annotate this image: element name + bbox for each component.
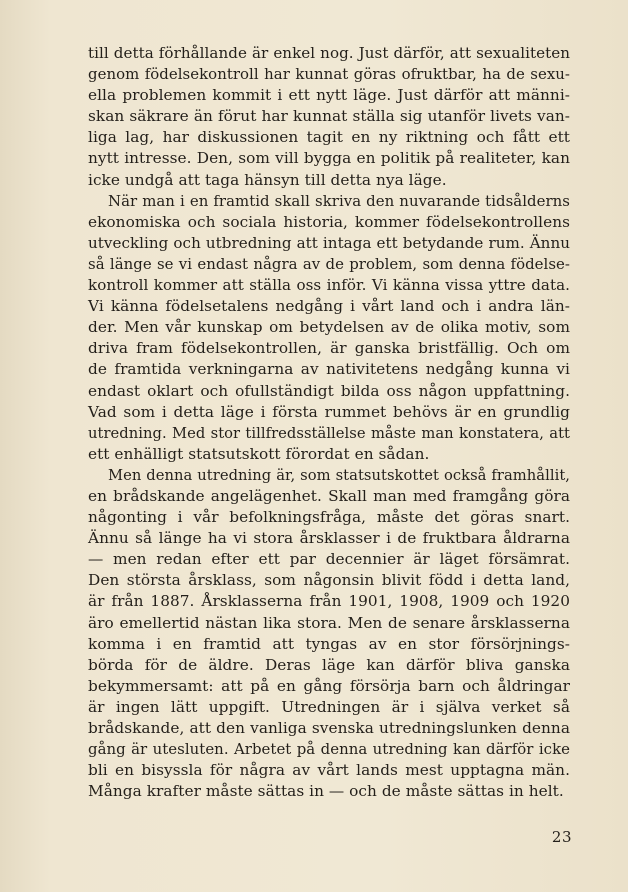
text-line: Den största årsklass, som någonsin blivit född i detta land, (88, 571, 570, 590)
text-line: Ännu så länge ha vi stora årsklasser i de fruktbara åldrarna (88, 529, 570, 548)
text-line: de framtida verkningarna av nativitetens nedgång kunna vi (88, 360, 570, 379)
text-line: Vi känna födelsetalens nedgång i vårt land och i andra län- (88, 297, 570, 316)
text-line: någonting i vår befolkningsfråga, måste det göras snart. (88, 508, 570, 527)
text-line: Vad som i detta läge i första rummet behövs är en grundlig (88, 402, 570, 421)
text-line: utredning. Med stor tillfredsställelse måste man konstatera, att (88, 424, 570, 442)
text-line: endast oklart och ofullständigt bilda oss någon uppfattning. (88, 381, 570, 400)
text-line: till detta förhållande är enkel nog. Just därför, att sexualiteten (88, 44, 570, 62)
text-line: komma i en framtid att tyngas av en stor försörjnings- (88, 634, 570, 653)
text-line: börda för de äldre. Deras läge kan därför bliva ganska (88, 655, 570, 674)
text-line: en brådskande angelägenhet. Skall man med framgång göra (88, 486, 570, 505)
text-line: — men redan efter ett par decennier är läget försämrat. (88, 550, 570, 569)
text-line: brådskande, att den vanliga svenska utredningslunken denna (88, 719, 570, 737)
text-line: nytt intresse. Den, som vill bygga en politik på realiteter, kan (88, 149, 570, 168)
text-line: gång är utesluten. Arbetet på denna utredning kan därför icke (88, 740, 570, 759)
text-line: ett enhälligt statsutskott förordat en sådan. (88, 444, 430, 463)
text-line: bli en bisyssla för några av vårt lands mest upptagna män. (88, 761, 570, 780)
text-line: Många krafter måste sättas in — och de måste sättas in helt. (88, 782, 564, 801)
text-line: icke undgå att taga hänsyn till detta nya läge. (88, 170, 447, 189)
text-line: äro emellertid nästan lika stora. Men de senare årsklasserna (88, 613, 570, 632)
body-text (88, 43, 570, 802)
text-line: utveckling och utbredning att intaga ett betydande rum. Ännu (88, 233, 570, 252)
text-line: ekonomiska och sociala historia, kommer födelsekontrollens (88, 212, 570, 231)
text-line: är från 1887. Årsklasserna från 1901, 1908, 1909 och 1920 (88, 592, 570, 611)
text-line: bekymmersamt: att på en gång försörja barn och åldringar (88, 676, 570, 695)
text-line: ella problemen kommit i ett nytt läge. Just därför att männi- (88, 86, 570, 105)
paragraph-start-line: Men denna utredning är, som statsutskottet också framhållit, (108, 466, 570, 484)
text-line: genom födelsekontroll har kunnat göras ofruktbar, ha de sexu- (88, 65, 570, 84)
text-line: kontroll kommer att ställa oss inför. Vi känna vissa yttre data. (88, 276, 570, 295)
text-line: skan säkrare än förut har kunnat ställa sig utanför livets van- (88, 107, 570, 126)
page-number: 23 (551, 828, 572, 846)
text-line: liga lag, har diskussionen tagit en ny riktning och fått ett (88, 128, 570, 147)
text-line: så länge se vi endast några av de problem, som denna födelse- (88, 254, 570, 273)
text-line: der. Men vår kunskap om betydelsen av de olika motiv, som (88, 318, 570, 337)
text-line: driva fram födelsekontrollen, är ganska bristfällig. Och om (88, 339, 570, 358)
paragraph-start-line: När man i en framtid skall skriva den nuvarande tidsålderns (108, 191, 570, 210)
text-line: är ingen lätt uppgift. Utredningen är i själva verket så (88, 697, 570, 716)
